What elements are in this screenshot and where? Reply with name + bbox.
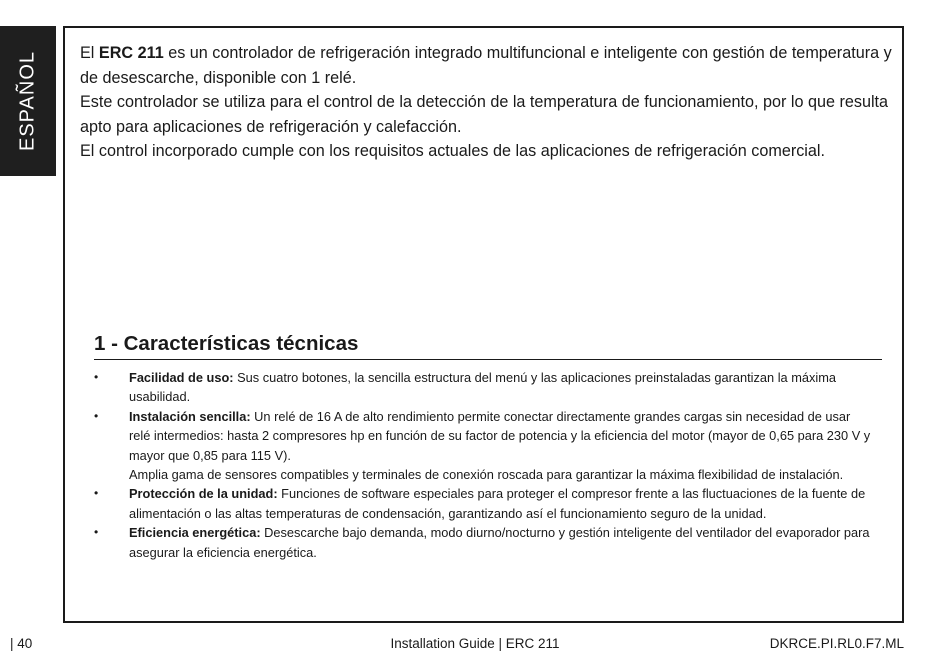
page-number: | 40 <box>10 636 33 651</box>
feature-text: Sus cuatro botones, la sencilla estructura del menú y las aplicaciones preinstaladas garantizan la máxima usabilidad. <box>129 370 837 405</box>
feature-text: Un relé de 16 A de alto rendimiento permite conectar directamente grandes cargas sin necesidad de usar relé intermedios: hasta 2 compresores hp en función de su factor de potencia y la eficiencia del motor (mayor de 0,65 para 230 V y mayor que 0,85 para 115 V). <box>129 408 871 463</box>
intro-text <box>80 41 892 164</box>
intro-paragraph-3: El control incorporado cumple con los requisitos actuales de las aplicaciones de refrigeración comercial. <box>80 142 826 160</box>
list-item <box>94 484 874 523</box>
language-tab <box>0 26 56 176</box>
bullet-icon: • <box>94 486 99 501</box>
language-tab-label: ESPAÑOL <box>16 51 39 151</box>
footer-title: Installation Guide | ERC 211 <box>390 636 560 651</box>
list-item <box>94 523 874 562</box>
intro-p1-prefix: El <box>80 44 99 62</box>
feature-lead: Instalación sencilla: <box>129 408 251 424</box>
intro-paragraph-2: Este controlador se utiliza para el control de la detección de la temperatura de funcionamiento, por lo que resulta apto para aplicaciones de refrigeración y calefacción. <box>80 93 889 136</box>
feature-text: Desescarche bajo demanda, modo diurno/nocturno y gestión inteligente del ventilador del evaporador para asegurar la eficiencia energética. <box>129 525 870 560</box>
feature-list <box>94 368 874 562</box>
feature-lead: Eficiencia energética: <box>129 525 261 541</box>
document-code: DKRCE.PI.RL0.F7.ML <box>769 636 904 651</box>
bullet-icon: • <box>94 370 99 384</box>
list-item <box>94 368 874 407</box>
intro-p1-rest: es un controlador de refrigeración integrado multifuncional e inteligente con gestión de temperatura y de desescarche, disponible con 1 relé. <box>80 44 892 87</box>
bullet-icon: • <box>94 408 99 423</box>
bullet-icon: • <box>94 525 99 540</box>
feature-lead: Protección de la unidad: <box>129 486 278 502</box>
list-item <box>94 407 874 485</box>
feature-text: Funciones de software especiales para proteger el compresor frente a las fluctuaciones de la fuente de alimentación o las altas temperaturas de condensación, garantizando así el funcionamiento seguro de la unidad. <box>129 486 866 521</box>
product-name: ERC 211 <box>98 44 164 62</box>
section-title: 1 - Características técnicas <box>94 332 882 360</box>
feature-lead: Facilidad de uso: <box>129 370 234 385</box>
feature-extra-text: Amplia gama de sensores compatibles y terminales de conexión roscada para garantizar la máxima flexibilidad de instalación. <box>129 467 844 483</box>
intro-paragraph-1 <box>80 41 892 90</box>
